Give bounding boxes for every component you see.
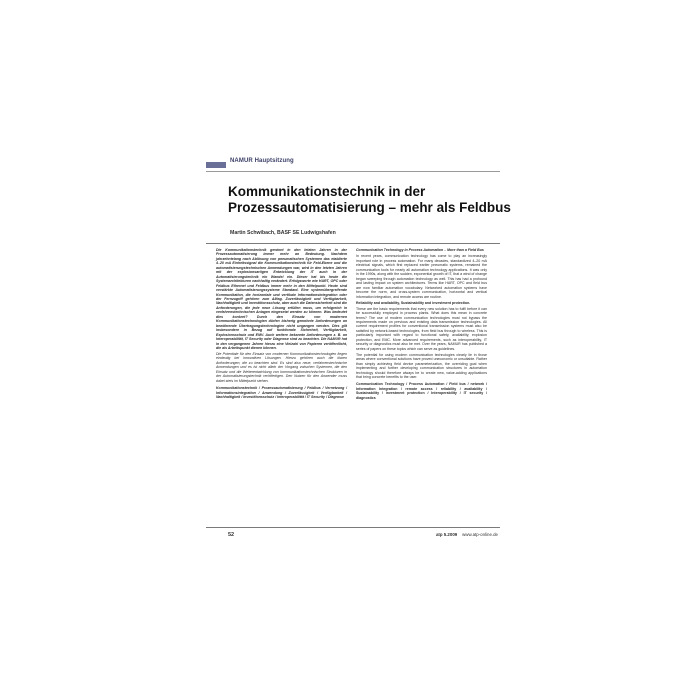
author-line: Martin Schwibach, BASF SE Ludwigshafen xyxy=(230,230,336,236)
journal-issue: atp 5.2009 xyxy=(435,532,458,537)
section-label: NAMUR Hauptsitzung xyxy=(230,158,294,164)
section-color-bar xyxy=(206,162,226,168)
abstract-en-title: Communication Technology in Process Automation – More than a Field Bus xyxy=(356,248,484,252)
footer-journal-info xyxy=(436,532,498,537)
keywords-german: Kommunikationstechnik / Prozessautomatisierung / Feldbus / Vernetzung / Informationsintegration / Anwendung / Zuverlässigkeit / Verfügbarkeit / Nachhaltigkeit / Investitionsschutz / Interoperabilität / IT Security / Diagnose xyxy=(216,386,347,400)
abstract-en-subheading: Reliability and availability, Sustainability and investment protection. xyxy=(356,300,471,305)
abstract-german-column xyxy=(216,248,347,401)
journal-page xyxy=(206,155,511,545)
header-rule xyxy=(206,171,500,172)
abstract-de-paragraph-2: Die Potentiale für den Einsatz von modernen Kommunikationstechnologien liegen eindeutig bei innovativen Lösungen. Hierzu gehören auch die klaren Anforderungen, die zu beachten sind. Es sind also neue, verfahrenstechnische Anwendungen und es ist nicht allein der Vorgang zwischen Systemen, die den Einsatz und die Weiterentwicklung von kommunikationstechnischen Strukturen in der Automatisierungstechnik rechtfertigen. Den Nutzen für den Anwender muss dabei stets im Mittelpunkt stehen. xyxy=(216,352,347,383)
author-rule xyxy=(206,243,500,244)
journal-website[interactable]: www.atp-online.de xyxy=(462,532,498,537)
footer-rule xyxy=(206,527,500,528)
title-line-2: Prozessautomatisierung – mehr als Feldbus xyxy=(228,199,511,215)
abstract-en-paragraph-1: In recent years, communication technology has come to play an increasingly important role in process automation. For many decades, standardized 4–20 mA electrical signals, which first replaced earlier pneumatic systems, remained the communication tools for nearly all automation technology applications. It was only in the 1990s, along with the sudden, exponential growth of IT, that a wind of change began sweeping through automation technology as well. This has had a profound and lasting impact on system architectures. Terms like HART, OPC and field bus are now familiar automation vocabulary. Networked automation systems have become the norm, and cross-system communication, horizontal and vertical information integration, and remote access are routine. xyxy=(356,254,487,299)
abstract-english-column xyxy=(356,248,487,402)
abstract-de-paragraph-1: Die Kommunikationstechnik gewinnt in den letzten Jahren in der Prozessautomatisierung immer mehr an Bedeutung. Nachdem jahrzehntelang nach Ablösung von pneumatischen Systemen das etablierte 4–20 mA Einheitssignal die Kommunikationstechnik für Feld-Ebene und die automatisierungstechnischen Anwendungen war, wird in den letzten Jahren mit der explosionsartigen Entwicklung der IT auch in der Automatisierungstechnik ein Wandel ein. Dieser hat bis heute die Systemarchitekturen nachhaltig verändert. Erfolgsworte wie HART, OPC oder Feldbus Ethernet und Feldbus immer mehr in den Mittelpunkt. Heute sind verstärkte Automatisierungssysteme Standard. Eine systemübergreifende Kommunikation, die horizontale und vertikale Informationsintegration oder der Fernzugriff gehören zum Alltag. Zuverlässigkeit und Verfügbarkeit, Nachhaltigkeit und Investitionsschutz, aber auch die Datensicherheit sind die Anforderungen, die jede neue Lösung erfüllen muss, um erfolgreich in verfahrenstechnischen Anlagen eingesetzt werden zu können. Was bedeutet dies konkret? Durch den Einsatz von modernen Kommunikationstechnologien dürfen bisherig gewohnte Anforderungen an bewährende Übertragungstechnologien nicht ungangen werden. Dies gilt insbesondere in Bezug auf funktionale Sicherheit, Verfügbarkeit, Explosionsschutz und EMV. Auch weitere bekannte Anforderungen z. B. an Interoperabilität, IT Security oder Diagnose sind zu beachten. Die NAMUR hat in den vergangenen Jahren hierzu eine Vielzahl von Papieren veröffentlicht, die als Arbeitspunkt dienen können. xyxy=(216,248,347,350)
abstract-en-paragraph-3: The potential for using modern communication technologies clearly lie in those areas where conventional solutions have proved uneconomic or unsuitable. Rather than simply achieving field device parameterization, the overriding goal when implementing and further developing communication structures in automation technology should therefore always be to create new, value-adding applications that bring concrete benefits to the user. xyxy=(356,352,487,380)
abstract-en-paragraph-2: These are the basic requirements that every new solution has to fulfil before it can be successfully employed in process plants. What does this mean in concrete terms? The use of modern communication technologies must not bypass the requirements made on previous and existing data transmission technologies. All current requirement profiles for conventional transmission systems must also be satisfied by network-based technologies, from field bus through to wireless. This is particularly important with regard to functional safety, availability, explosion protection, and EMC. More advanced requirements, such as interoperability, IT security or diagnostics must also be met. Over the years, NAMUR has published a series of papers on these topics which can serve as guidelines. xyxy=(356,306,487,351)
article-title xyxy=(228,184,511,215)
title-line-1: Kommunikationstechnik in der xyxy=(228,184,426,199)
page-number: 52 xyxy=(228,532,235,538)
keywords-english: Communication Technology / Process Automation / Field bus / network / Information Integration / remote access / reliability / availability / Sustainability / investment protection / Interoperability / IT security / diagnostics xyxy=(356,382,487,400)
